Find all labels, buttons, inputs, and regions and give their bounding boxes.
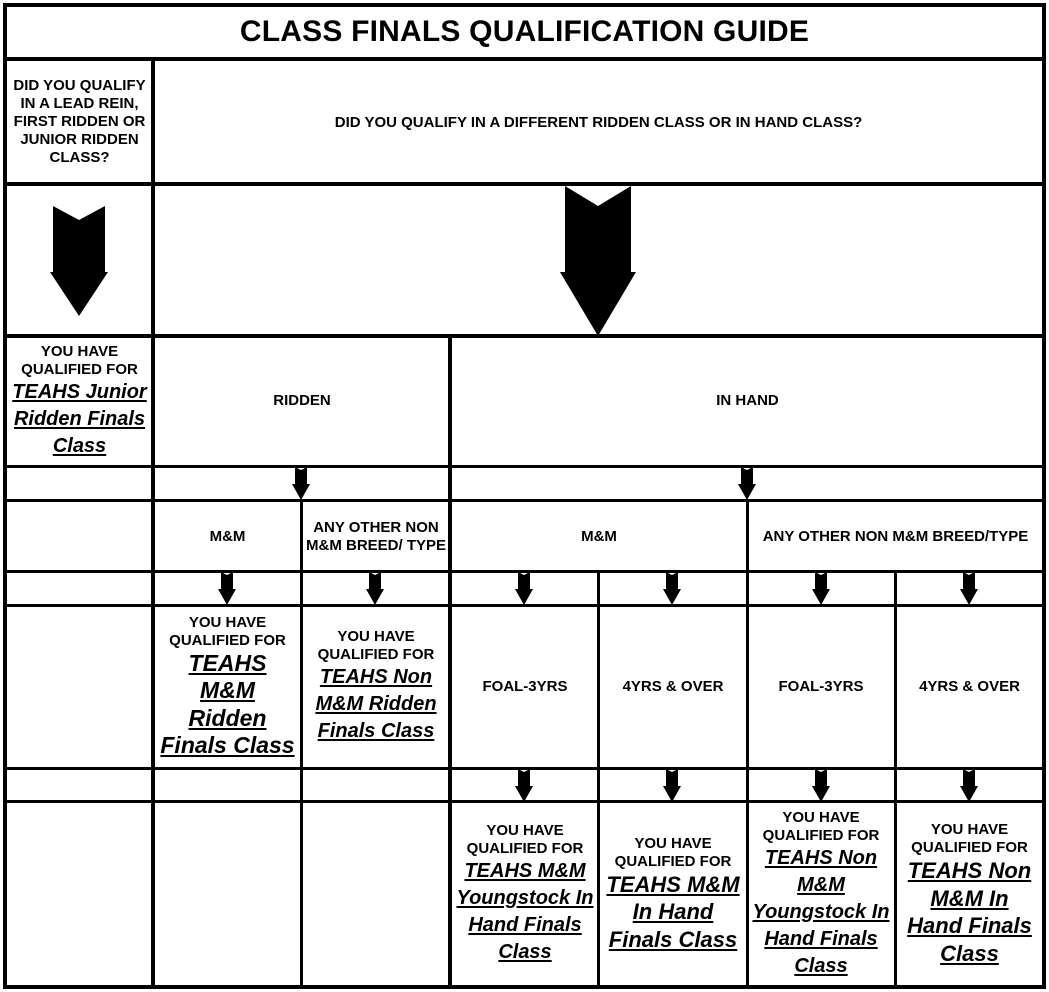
- arrow-down-icon: [812, 769, 830, 802]
- result-mm-ridden: [154, 606, 301, 767]
- arrow-down-icon: [663, 769, 681, 802]
- qualified-label: YOU HAVE QUALIFIED FOR: [466, 822, 584, 857]
- border-line: [3, 985, 1046, 989]
- class-name-mm-ridden: TEAHS M&M Ridden Finals Class: [160, 649, 295, 758]
- row-divider: [3, 57, 1046, 61]
- class-name-non-mm-youngstock-inhand: TEAHS Non M&M Youngstock In Hand Finals Class: [752, 846, 890, 977]
- arrow-down-icon: [960, 769, 978, 802]
- row-divider: [3, 499, 1046, 502]
- class-name-non-mm-inhand: TEAHS Non M&M In Hand Finals Class: [907, 858, 1032, 966]
- qualified-label: YOU HAVE QUALIFIED FOR: [169, 613, 286, 649]
- breed-ridden-other: ANY OTHER NON M&M BREED/ TYPE: [306, 518, 447, 554]
- column-divider: [151, 57, 155, 989]
- category-ridden: RIDDEN: [273, 392, 331, 409]
- age-other-young: FOAL-3YRS: [778, 677, 864, 695]
- row-divider: [3, 334, 1046, 338]
- age-mm-old: 4YRS & OVER: [622, 677, 724, 695]
- arrow-down-icon: [515, 769, 533, 802]
- arrow-down-icon: [663, 572, 681, 605]
- page-title: CLASS FINALS QUALIFICATION GUIDE: [239, 15, 810, 48]
- qualified-label: YOU HAVE QUALIFIED FOR: [911, 821, 1028, 856]
- border-line: [3, 3, 1046, 7]
- breed-ridden-mm: M&M: [209, 527, 246, 545]
- border-line: [1042, 3, 1046, 989]
- category-in-hand: IN HAND: [716, 392, 779, 409]
- column-divider: [448, 334, 452, 989]
- arrow-down-icon: [738, 467, 756, 500]
- arrow-down-icon: [558, 186, 638, 336]
- column-divider: [597, 570, 600, 989]
- question-junior-ridden: DID YOU QUALIFY IN A LEAD REIN, FIRST RIDDEN OR JUNIOR RIDDEN CLASS?: [13, 77, 146, 166]
- qualified-label: YOU HAVE QUALIFIED FOR: [317, 628, 435, 663]
- class-name-mm-inhand: TEAHS M&M In Hand Finals Class: [606, 871, 740, 952]
- result-junior-ridden: [6, 337, 153, 465]
- age-other-old: 4YRS & OVER: [919, 677, 1020, 695]
- row-divider: [3, 182, 1046, 186]
- column-divider: [746, 499, 749, 989]
- arrow-down-icon: [812, 572, 830, 605]
- result-mm-inhand: [600, 802, 746, 986]
- arrow-down-icon: [218, 572, 236, 605]
- arrow-down-icon: [366, 572, 384, 605]
- column-divider: [300, 499, 303, 989]
- result-mm-youngstock-inhand: [452, 802, 598, 986]
- arrow-down-icon: [515, 572, 533, 605]
- arrow-down-icon: [292, 467, 310, 500]
- arrow-down-icon: [960, 572, 978, 605]
- qualified-label: YOU HAVE QUALIFIED FOR: [762, 808, 880, 844]
- row-divider: [3, 465, 1046, 468]
- class-name-junior-ridden: TEAHS Junior Ridden Finals Class: [12, 380, 147, 457]
- age-mm-young: FOAL-3YRS: [482, 677, 568, 695]
- result-non-mm-inhand: [896, 802, 1043, 986]
- column-divider: [894, 570, 897, 989]
- breed-inhand-mm: M&M: [581, 527, 617, 545]
- class-name-non-mm-ridden: TEAHS Non M&M Ridden Finals Class: [315, 666, 437, 742]
- question-other-classes: DID YOU QUALIFY IN A DIFFERENT RIDDEN CLASS OR IN HAND CLASS?: [334, 113, 863, 131]
- qualified-label: YOU HAVE QUALIFIED FOR: [21, 342, 138, 378]
- class-name-mm-youngstock-inhand: TEAHS M&M Youngstock In Hand Finals Class: [456, 860, 594, 963]
- result-non-mm-youngstock-inhand: [748, 802, 894, 986]
- qualified-label: YOU HAVE QUALIFIED FOR: [614, 834, 732, 870]
- border-line: [3, 3, 7, 989]
- arrow-down-icon: [50, 206, 108, 316]
- result-non-mm-ridden: [302, 606, 450, 767]
- breed-inhand-other: ANY OTHER NON M&M BREED/TYPE: [762, 527, 1029, 545]
